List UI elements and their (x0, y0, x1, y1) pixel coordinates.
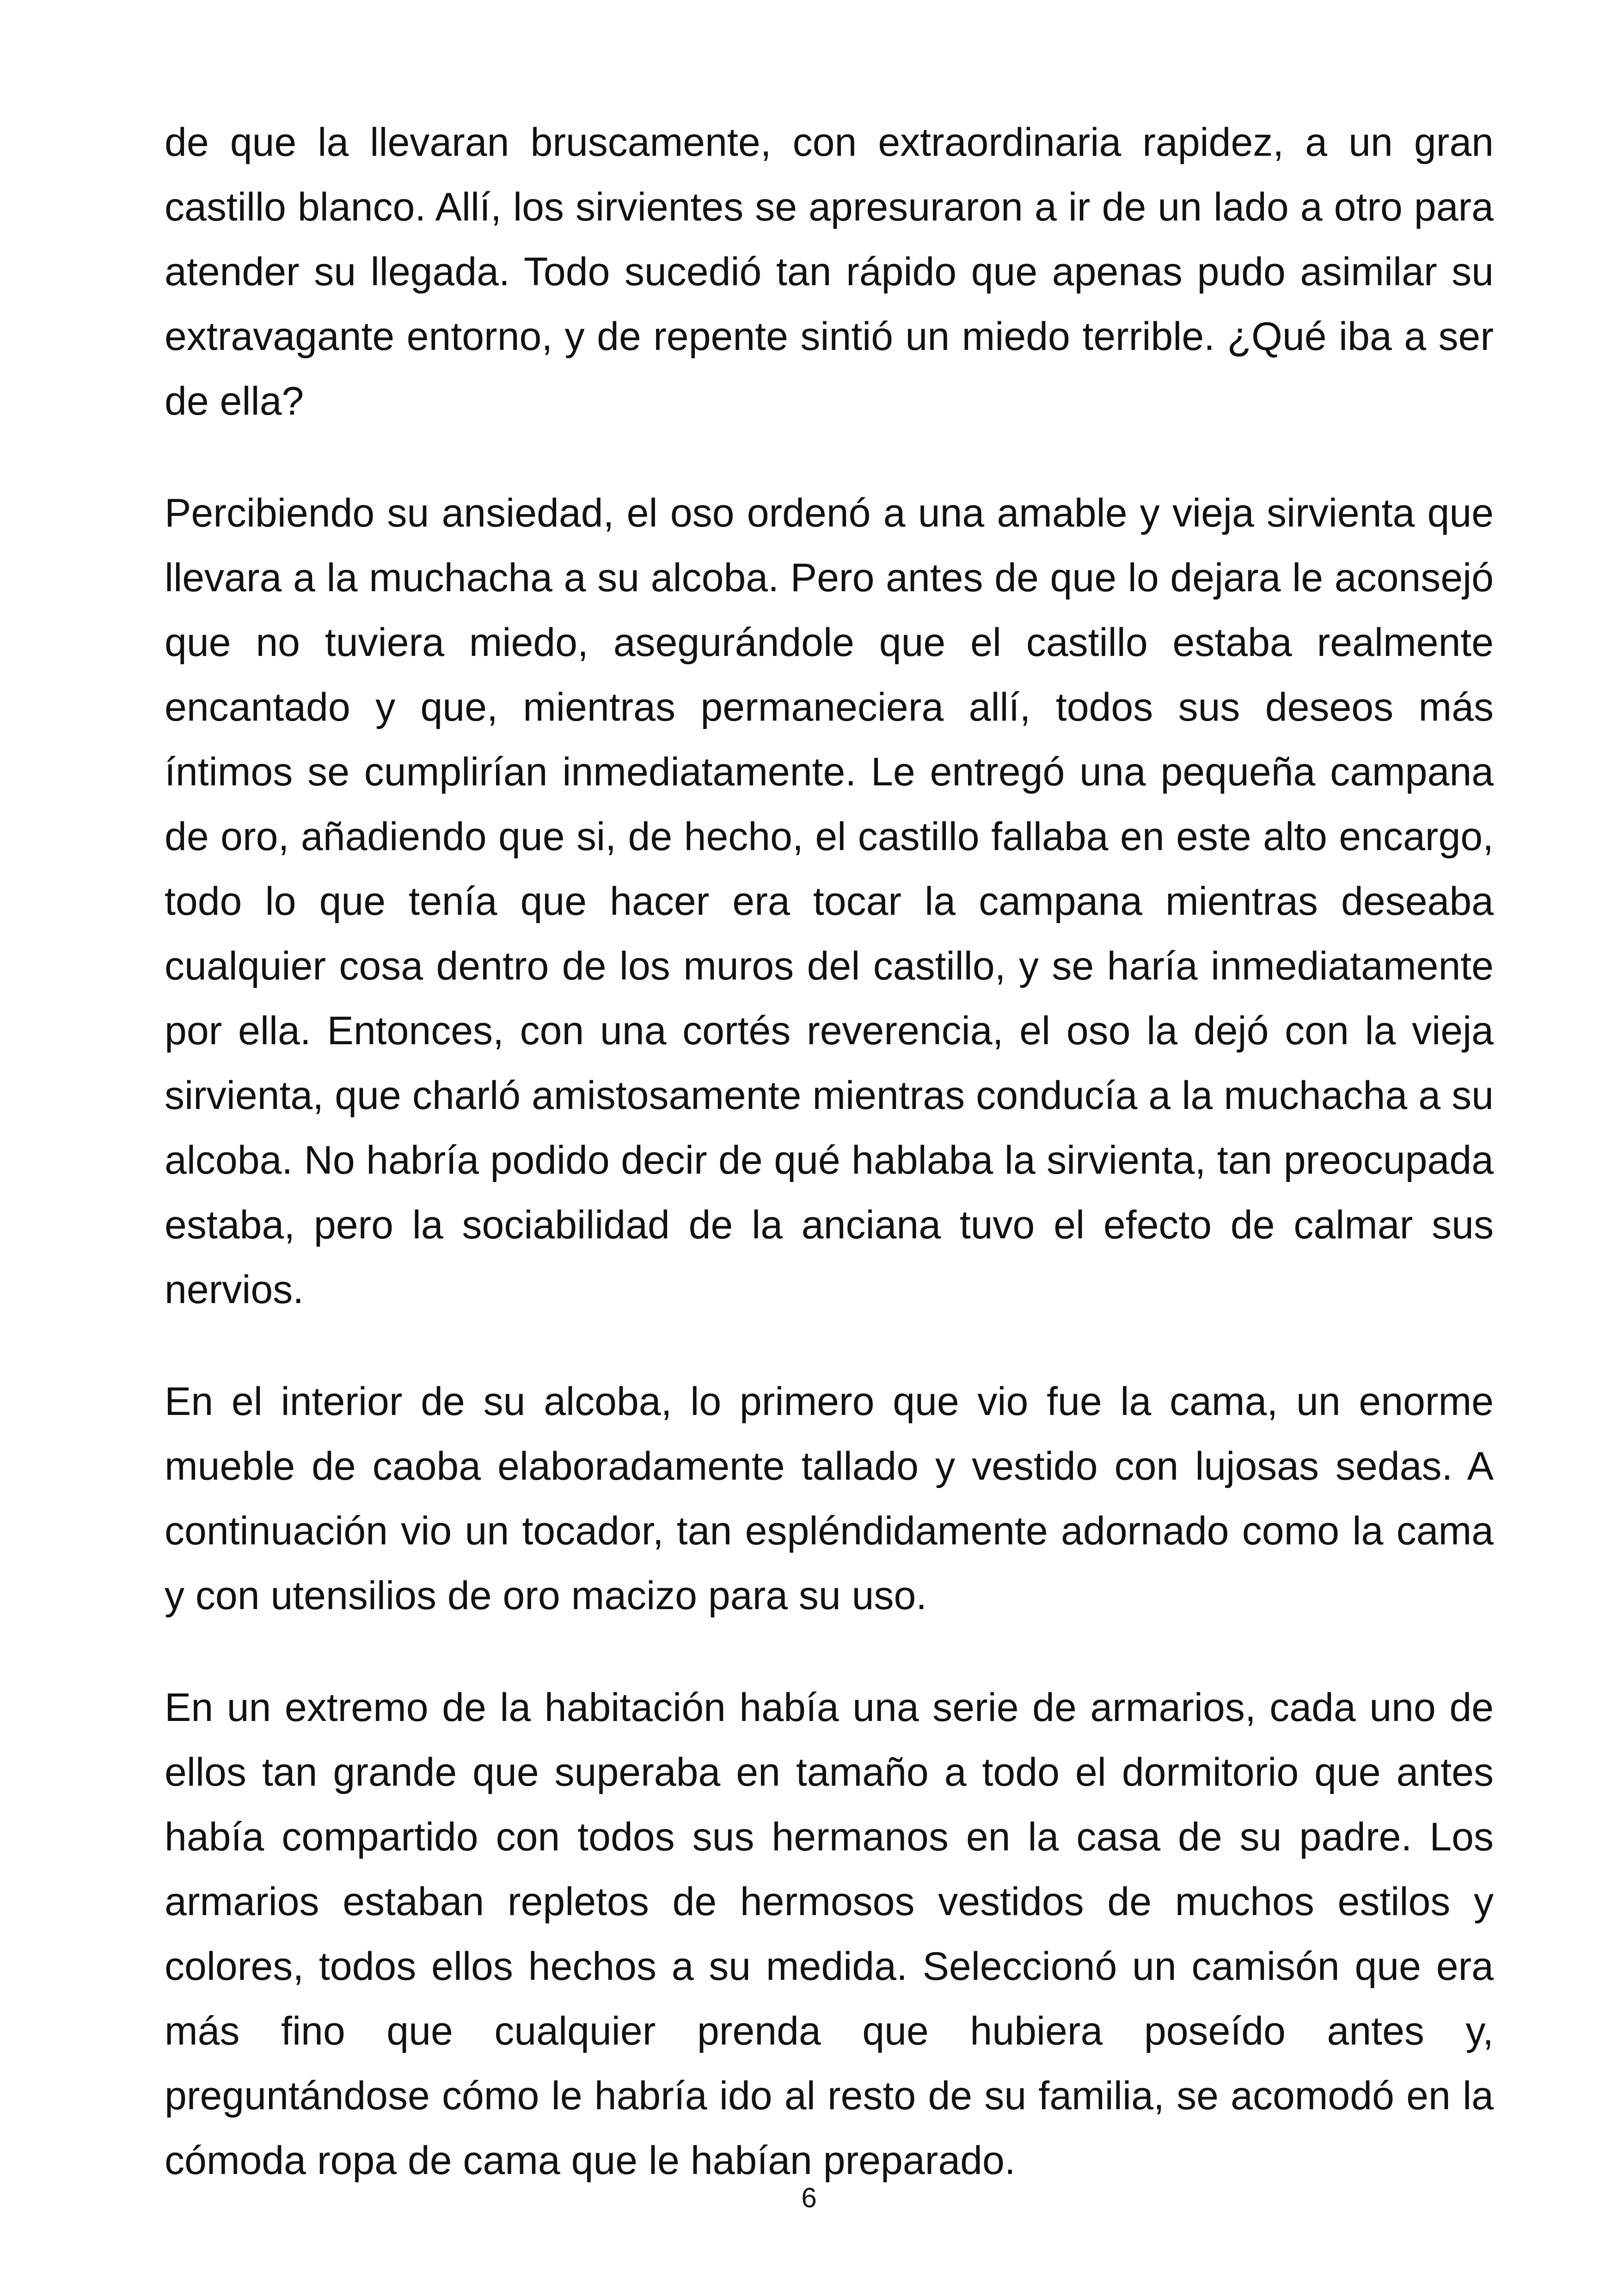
paragraph-3: En el interior de su alcoba, lo primero que vio fue la cama, un enorme mueble de caoba elaboradamente tallado y vestido con lujosas sedas. A continuación vio un tocador, tan espléndidamente adornado como la cama y con utensilios de oro macizo para su uso. (165, 1379, 1494, 1618)
paragraph-4: En un extremo de la habitación había una serie de armarios, cada uno de ellos tan grande que superaba en tamaño a todo el dormitorio que antes había compartido con todos sus hermanos en la casa de su padre. Los armarios estaban repletos de hermosos vestidos de muchos estilos y colores, todos ellos hechos a su medida. Seleccionó un camisón que era más fino que cualquier prenda que hubiera poseído antes y, preguntándose cómo le habría ido al resto de su familia, se acomodó en la cómoda ropa de cama que le habían preparado. (165, 1685, 1494, 2183)
paragraph-1: de que la llevaran bruscamente, con extraordinaria rapidez, a un gran castillo blanco. Allí, los sirvientes se apresuraron a ir de un lado a otro para atender su llegada. Todo sucedió tan rápido que apenas pudo asimilar su extravagante entorno, y de repente sintió un miedo terrible. ¿Qué iba a ser de ella? (165, 120, 1494, 423)
page-number: 6 (801, 2182, 817, 2213)
paragraph-2: Percibiendo su ansiedad, el oso ordenó a una amable y vieja sirvienta que llevara a la muchacha a su alcoba. Pero antes de que lo dejara le aconsejó que no tuviera miedo, asegurándole que el castillo estaba realmente encantado y que, mientras permaneciera allí, todos sus deseos más íntimos se cumplirían inmediatamente. Le entregó una pequeña campana de oro, añadiendo que si, de hecho, el castillo fallaba en este alto encargo, todo lo que tenía que hacer era tocar la campana mientras deseaba cualquier cosa dentro de los muros del castillo, y se haría inmediatamente por ella. Entonces, con una cortés reverencia, el oso la dejó con la vieja sirvienta, que charló amistosamente mientras conducía a la muchacha a su alcoba. No habría podido decir de qué hablaba la sirvienta, tan preocupada estaba, pero la sociabilidad de la anciana tuvo el efecto de calmar sus nervios. (165, 491, 1494, 1312)
body-text (165, 110, 1494, 2193)
